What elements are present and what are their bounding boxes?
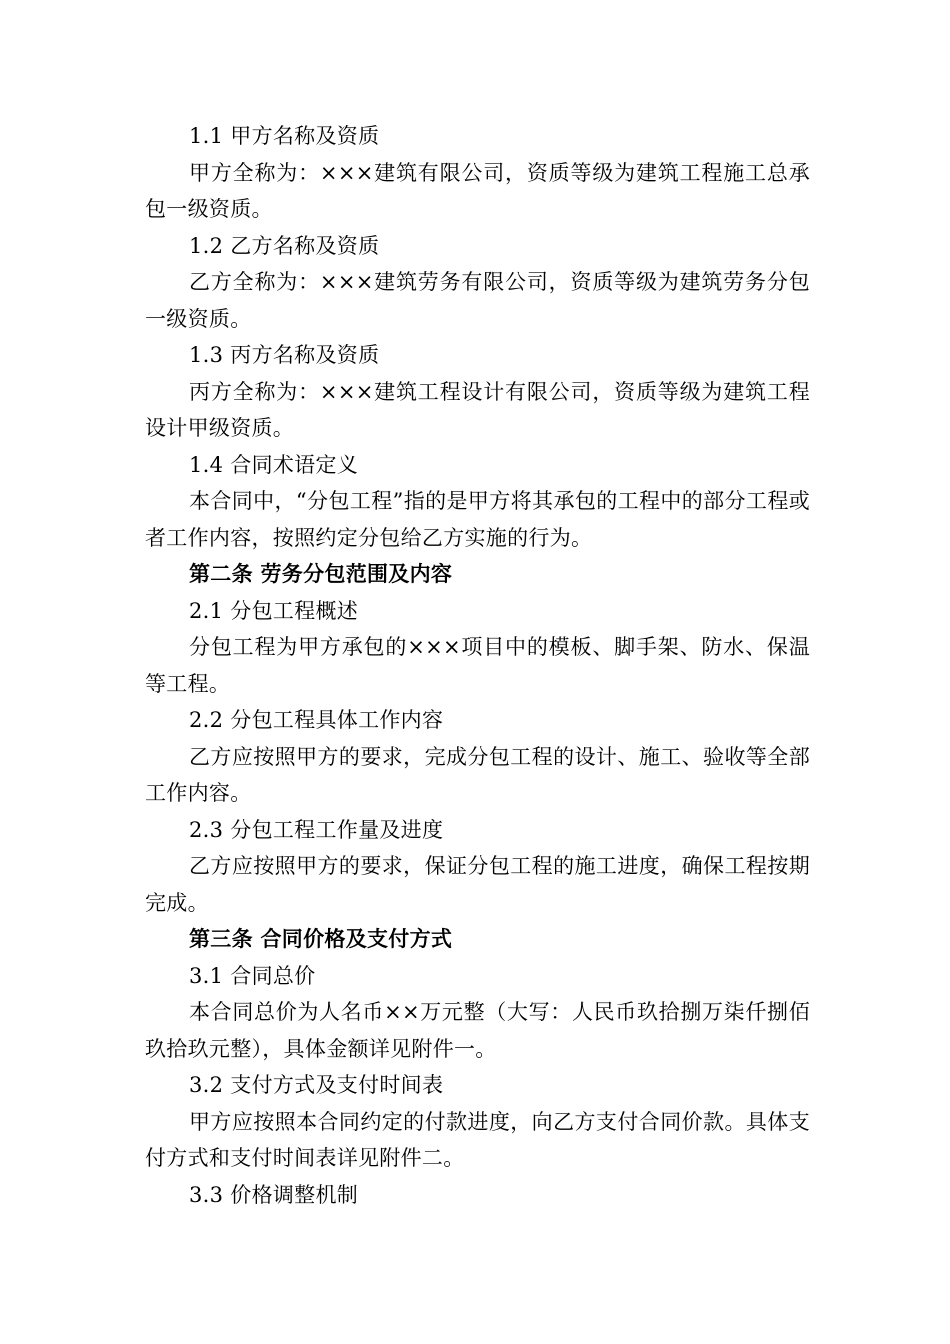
section-2-2-heading: 2.2 分包工程具体工作内容 xyxy=(189,708,444,732)
section-2-2-text: 乙方应按照甲方的要求，完成分包工程的设计、施工、验收等全部工作内容。 xyxy=(145,744,810,805)
section-3-2-text: 甲方应按照本合同约定的付款进度，向乙方支付合同价款。具体支付方式和支付时间表详见附件二。 xyxy=(145,1109,810,1170)
section-2-1-heading: 2.1 分包工程概述 xyxy=(189,598,359,623)
section-1-3-text: 丙方全称为：×××建筑工程设计有限公司，资质等级为建筑工程设计甲级资质。 xyxy=(145,379,810,440)
section-1-2-text: 乙方全称为：×××建筑劳务有限公司，资质等级为建筑劳务分包一级资质。 xyxy=(145,270,810,331)
section-3-1-heading: 3.1 合同总价 xyxy=(189,963,316,988)
section-1-3-heading: 1.3 丙方名称及资质 xyxy=(189,343,380,367)
document-body xyxy=(145,118,810,1213)
section-2-3-heading: 2.3 分包工程工作量及进度 xyxy=(189,817,444,842)
article-2-title: 第二条 劳务分包范围及内容 xyxy=(189,561,453,586)
section-2-3-text: 乙方应按照甲方的要求，保证分包工程的施工进度，确保工程按期完成。 xyxy=(145,854,810,915)
article-3-title: 第三条 合同价格及支付方式 xyxy=(189,926,453,951)
section-2-1-text: 分包工程为甲方承包的×××项目中的模板、脚手架、防水、保温等工程。 xyxy=(145,635,810,696)
section-1-4-heading: 1.4 合同术语定义 xyxy=(189,452,359,477)
section-1-4-text: 本合同中，“分包工程”指的是甲方将其承包的工程中的部分工程或者工作内容，按照约定分包给乙方实施的行为。 xyxy=(145,489,810,550)
section-1-1-text: 甲方全称为：×××建筑有限公司，资质等级为建筑工程施工总承包一级资质。 xyxy=(145,160,810,221)
section-3-2-heading: 3.2 支付方式及支付时间表 xyxy=(189,1073,444,1097)
section-3-3-heading: 3.3 价格调整机制 xyxy=(189,1182,359,1207)
section-1-2-heading: 1.2 乙方名称及资质 xyxy=(189,233,380,258)
section-1-1-heading: 1.1 甲方名称及资质 xyxy=(189,124,380,148)
section-3-1-text: 本合同总价为人名币××万元整（大写：人民币玖拾捌万柒仟捌佰玖拾玖元整），具体金额详见附件一。 xyxy=(145,1000,810,1061)
